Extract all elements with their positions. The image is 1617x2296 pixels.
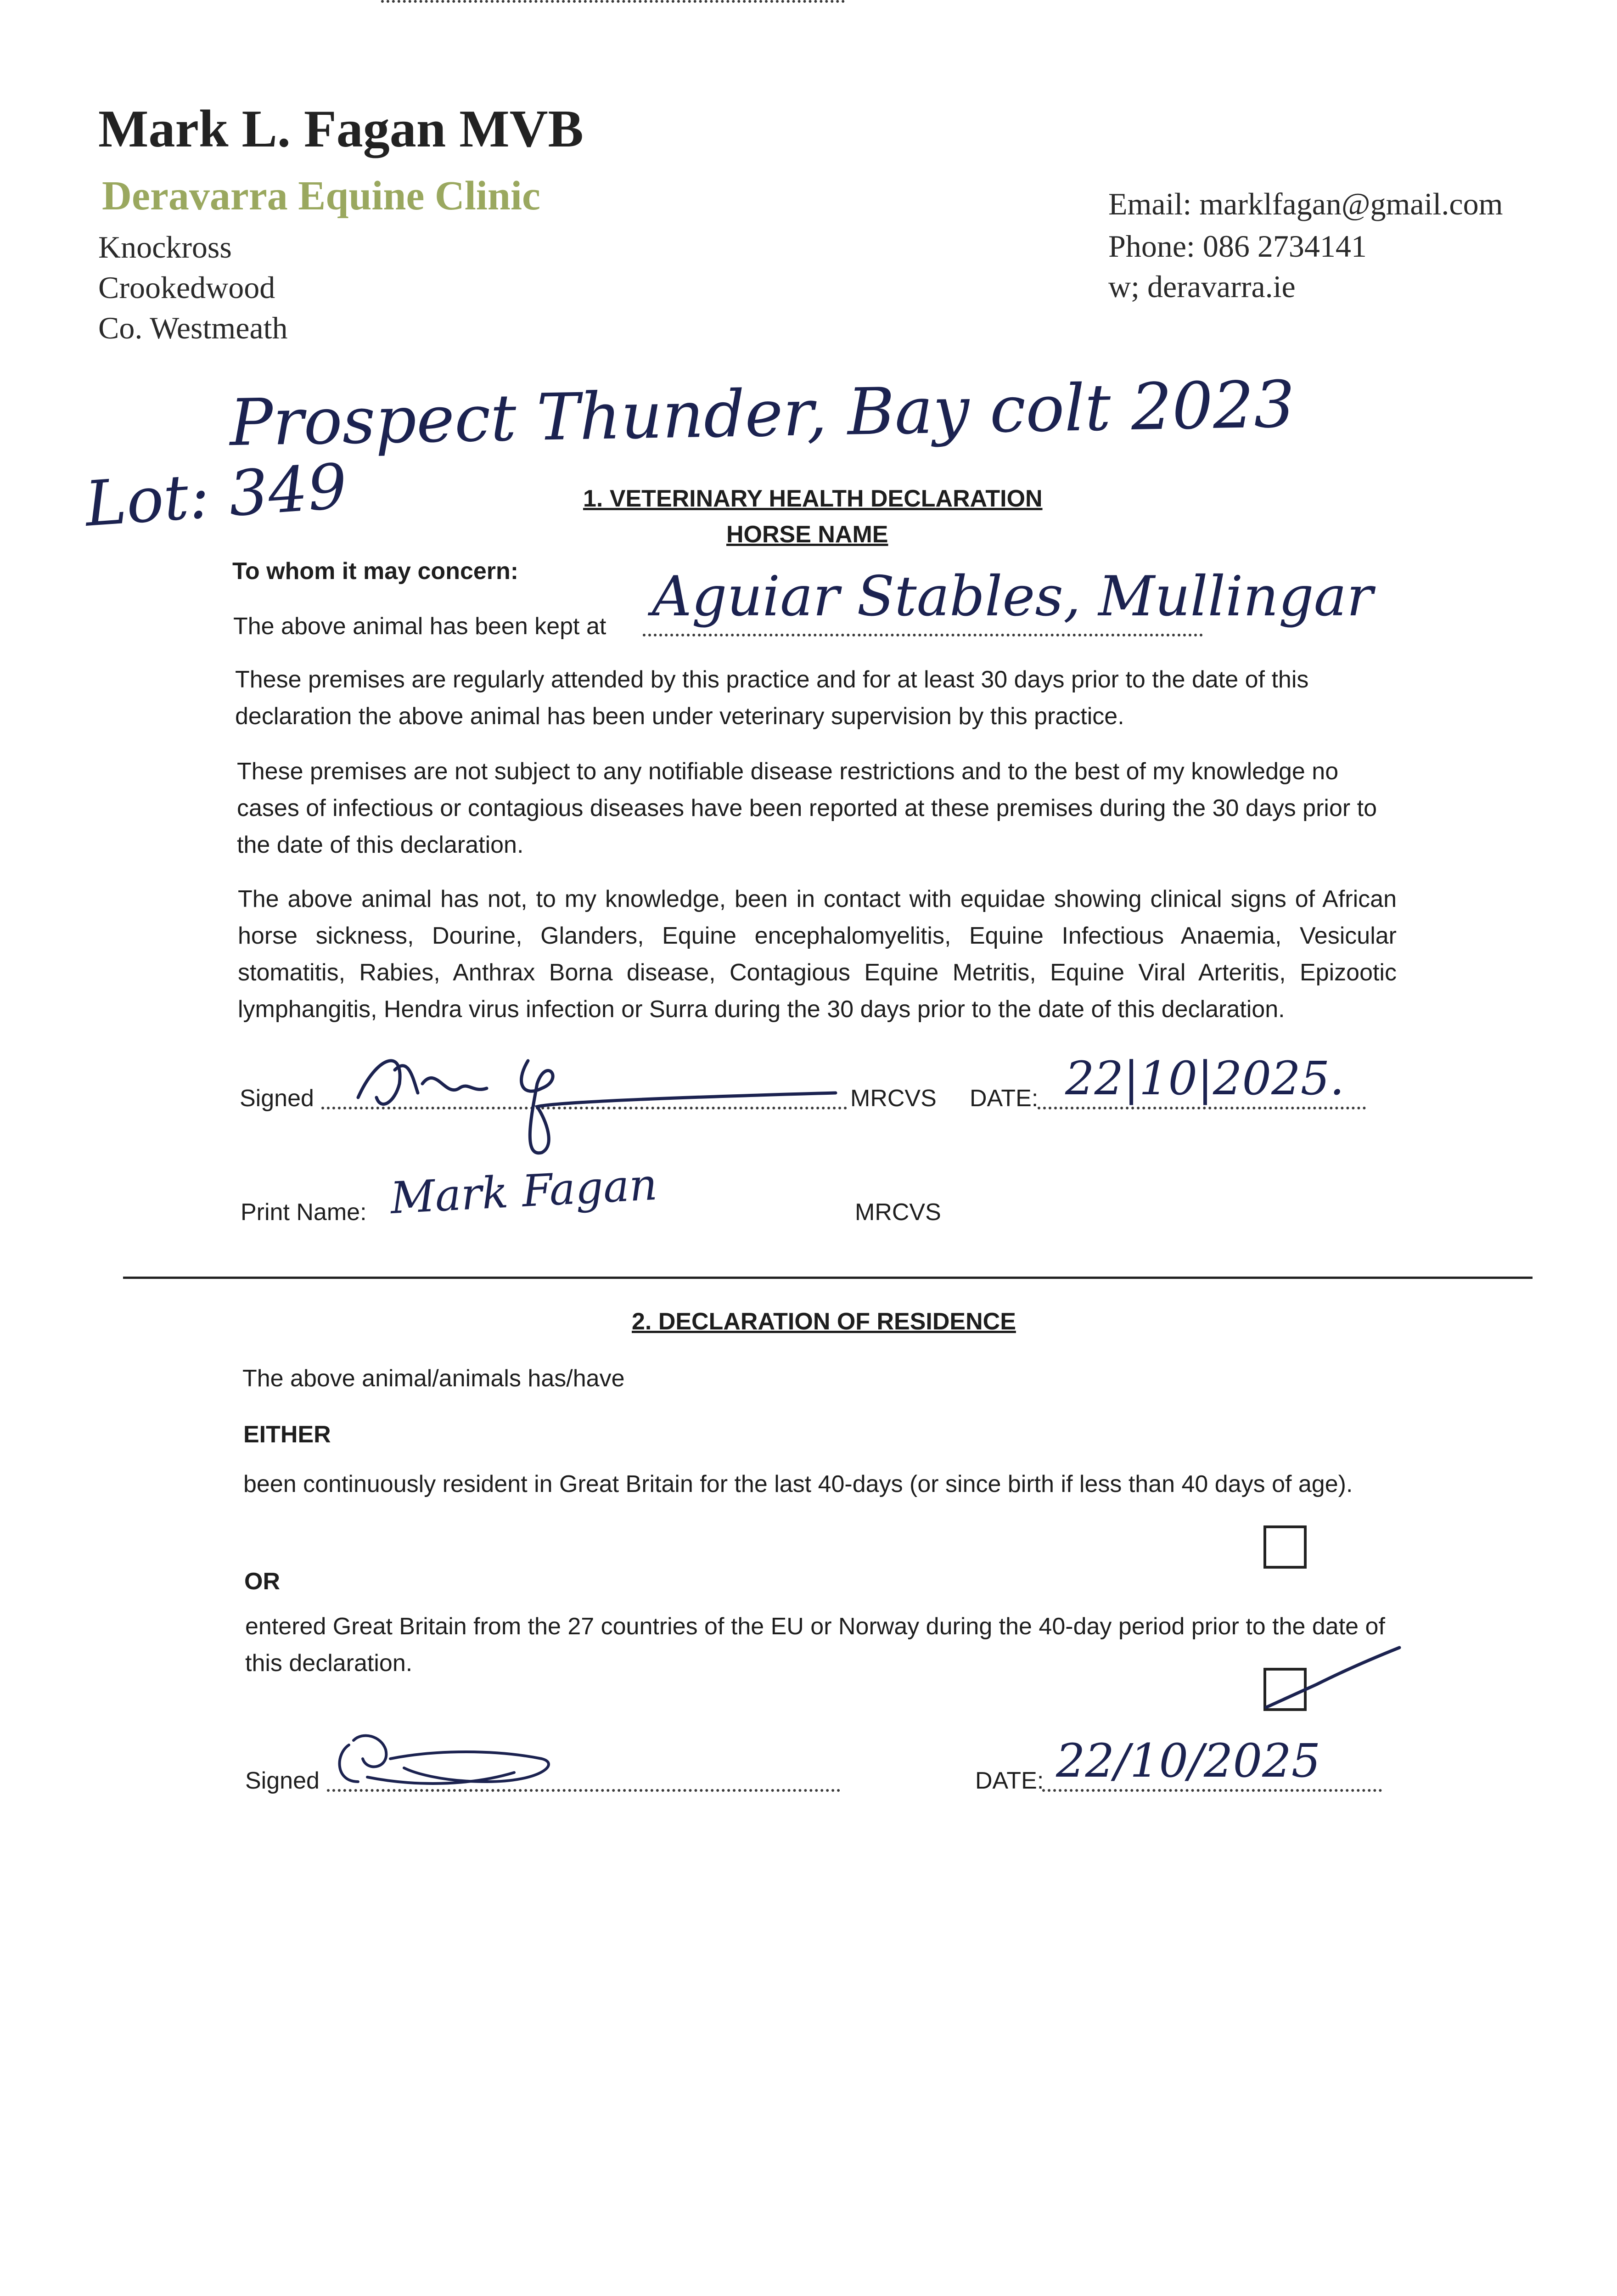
- check-mark-icon: [1262, 1638, 1409, 1712]
- print-name-label: Print Name:: [241, 1199, 367, 1226]
- date-label: DATE:: [970, 1085, 1039, 1112]
- paragraph-supervision: These premises are regularly attended by this practice and for at least 30 days prior to the date of this declaration the above animal has been under veterinary supervision by this practice.: [235, 666, 1309, 730]
- kept-at-label: The above animal has been kept at: [233, 613, 606, 640]
- residence-date-dotted-line: [1042, 1789, 1382, 1792]
- option-2-checkbox[interactable]: [1263, 1668, 1307, 1711]
- residence-date-label: DATE:: [975, 1767, 1044, 1794]
- vet-signature: [349, 1029, 845, 1166]
- handwritten-lot-number: Lot: 349: [83, 450, 350, 540]
- section-1-title: 1. VETERINARY HEALTH DECLARATION: [583, 485, 1043, 512]
- mrcvs-label: MRCVS: [850, 1085, 937, 1112]
- section-divider: [123, 1277, 1533, 1279]
- vet-name: Mark L. Fagan MVB: [98, 100, 584, 158]
- clinic-name: Deravarra Equine Clinic: [102, 173, 540, 219]
- address-line-2: Crookedwood: [98, 270, 275, 305]
- paragraph-disease-contact: The above animal has not, to my knowledge, been in contact with equidae showing clinical signs of African horse sickness, Dourine, Glanders, Equine encephalomyelitis, Equine Infectious Anaemia, Vesicular stomatitis, Rabies, Anthrax Borna disease, Contagious Equine Metritis, Equine Viral Arteritis, Epizootic lymphangitis, Hendra virus infection or Surra during the 30 days prior to the date of this declaration.: [238, 886, 1397, 1023]
- handwritten-premises: Aguiar Stables, Mullingar: [652, 565, 1373, 629]
- signed-label: Signed: [240, 1085, 314, 1112]
- print-name-mrcvs-label: MRCVS: [855, 1199, 941, 1226]
- salutation: To whom it may concern:: [232, 558, 519, 585]
- contact-email: Email: marklfagan@gmail.com: [1108, 186, 1503, 221]
- residence-option-1: been continuously resident in Great Britain for the last 40-days (or since birth if less than 40 days of age).: [243, 1471, 1353, 1497]
- handwritten-print-name: Mark Fagan: [389, 1159, 659, 1224]
- residence-intro: The above animal/animals has/have: [242, 1365, 625, 1392]
- address-line-1: Knockross: [98, 230, 232, 264]
- handwritten-date-2: 22/10/2025: [1056, 1734, 1321, 1788]
- section-1-subtitle: HORSE NAME: [726, 521, 888, 548]
- residence-signed-label: Signed: [245, 1767, 320, 1794]
- either-label: EITHER: [243, 1421, 331, 1448]
- handwritten-date-1: 22|10|2025.: [1065, 1052, 1345, 1105]
- paragraph-restrictions: These premises are not subject to any notifiable disease restrictions and to the best of my knowledge no cases of infectious or contagious diseases have been reported at these premises during the 30 days prior to the date of this declaration.: [237, 758, 1377, 858]
- print-name-dotted-line: [381, 0, 845, 3]
- option-1-checkbox[interactable]: [1263, 1525, 1307, 1569]
- or-label: OR: [244, 1568, 280, 1595]
- section-2-title: 2. DECLARATION OF RESIDENCE: [632, 1308, 1016, 1335]
- residence-signature: [321, 1717, 560, 1795]
- contact-phone: Phone: 086 2734141: [1108, 229, 1367, 264]
- handwritten-horse-description: Prospect Thunder, Bay colt 2023: [229, 367, 1296, 461]
- date-dotted-line: [1038, 1107, 1366, 1109]
- kept-at-dotted-line: [643, 634, 1203, 636]
- residence-option-2: entered Great Britain from the 27 countries of the EU or Norway during the 40-day period prior to the date of this declaration.: [245, 1613, 1385, 1677]
- contact-web: w; deravarra.ie: [1108, 269, 1296, 304]
- address-line-3: Co. Westmeath: [98, 310, 288, 345]
